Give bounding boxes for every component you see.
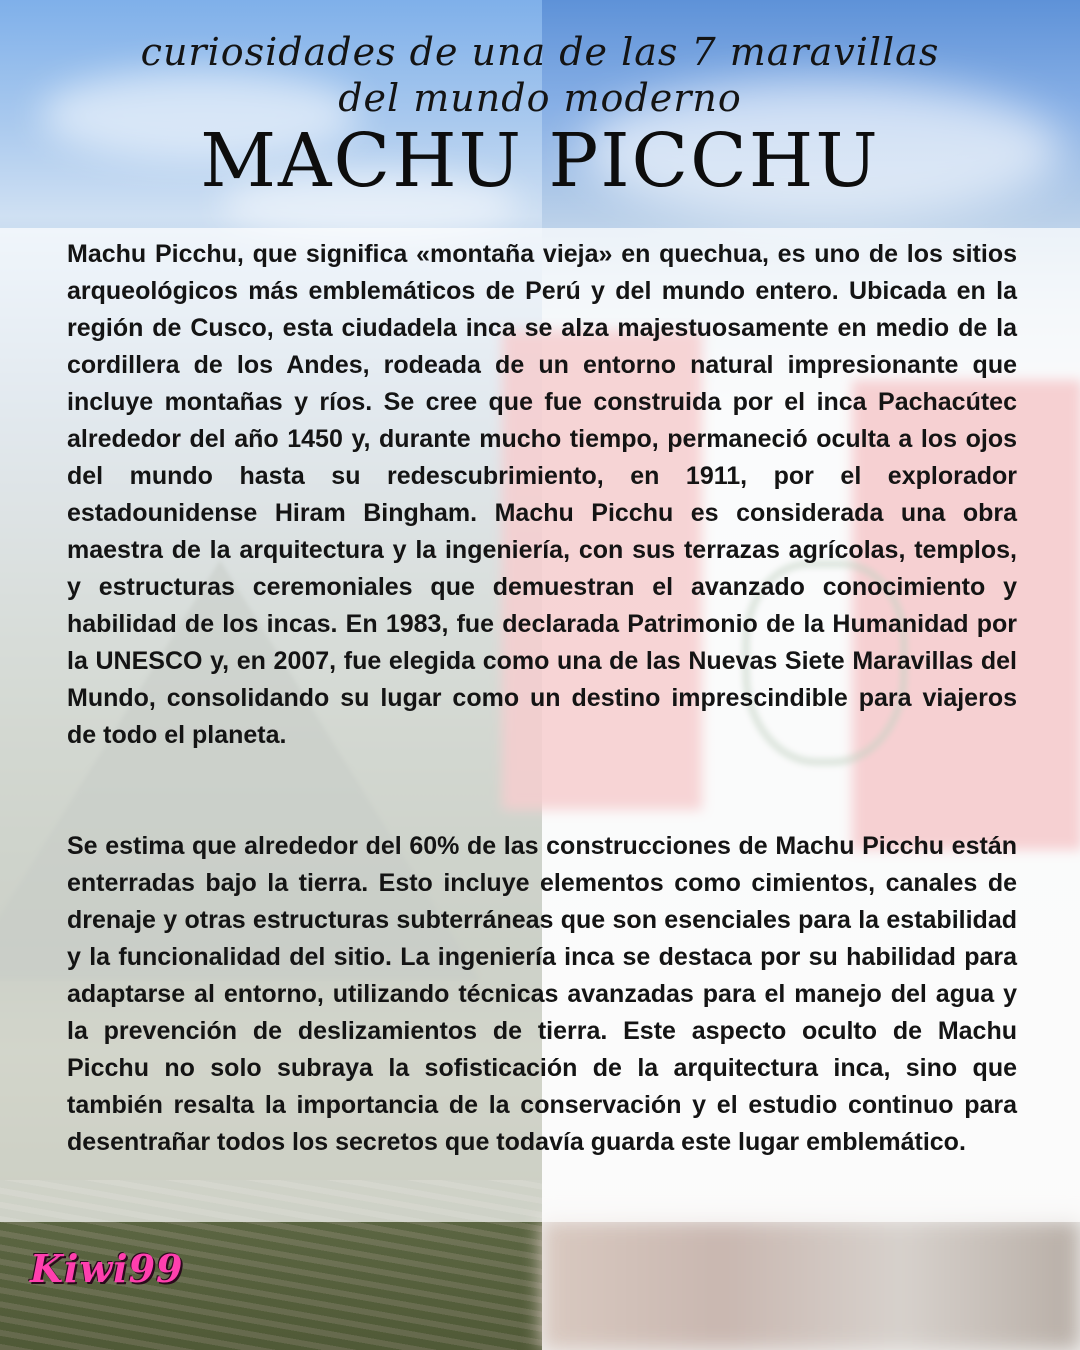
header <box>0 0 1080 228</box>
page-title: MACHU PICCHU <box>200 118 880 204</box>
blurred-foreground <box>542 1220 1080 1350</box>
paragraph-underground: Se estima que alrededor del 60% de las construcciones de Machu Picchu están enterradas bajo la tierra. Esto incluye elementos como cimientos, canales de drenaje y otras estructuras subterráneas que son esenciales para la estabilidad y la funcionalidad del sitio. La ingeniería inca se destaca por su habilidad para adaptarse al entorno, utilizando técnicas avanzadas para el manejo del agua y la prevención de deslizamientos de tierra. Este aspecto oculto de Machu Picchu no solo subraya la sofisticación de la arquitectura inca, sino que también resalta la importancia de la conservación y el estudio continuo para desentrañar todos los secretos que todavía guarda este lugar emblemático. <box>67 832 1017 1156</box>
kicker-line-2: del mundo moderno <box>338 76 742 120</box>
paragraph-history: Machu Picchu, que significa «montaña vieja» en quechua, es uno de los sitios arqueológicos más emblemáticos de Perú y del mundo entero. Ubicada en la región de Cusco, esta ciudadela inca se alza majestuosamente en medio de la cordillera de los Andes, rodeada de un entorno natural impresionante que incluye montañas y ríos. Se cree que fue construida por el inca Pachacútec alrededor del año 1450 y, durante mucho tiempo, permaneció oculta a los ojos del mundo hasta su redescubrimiento, en 1911, por el explorador estadounidense Hiram Bingham. Machu Picchu es considerada una obra maestra de la arquitectura y la ingeniería, con sus terrazas agrícolas, templos, y estructuras ceremoniales que demuestran el avanzado conocimiento y habilidad de los incas. En 1983, fue declarada Patrimonio de la Humanidad por la UNESCO y, en 2007, fue elegida como una de las Nuevas Siete Maravillas del Mundo, consolidando su lugar como un destino imprescindible para viajeros de todo el planeta. <box>67 240 1017 749</box>
author-signature: Kiwi99 <box>30 1246 184 1291</box>
kicker-line-1: curiosidades de una de las 7 maravillas <box>140 30 940 74</box>
text-panel <box>0 228 1080 1222</box>
